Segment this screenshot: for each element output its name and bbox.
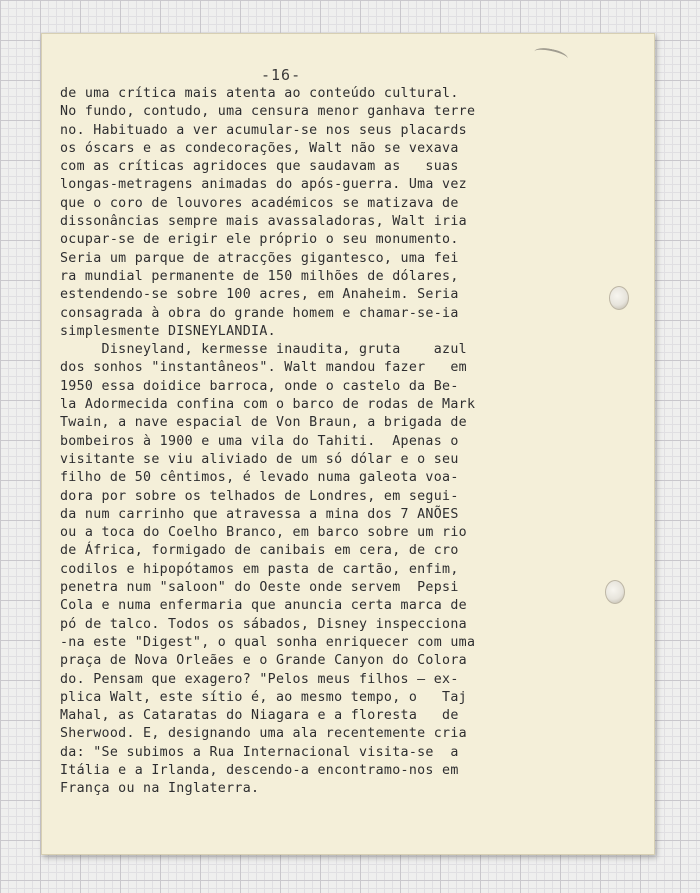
text-line: visitante se viu aliviado de um só dólar e o seu: [60, 451, 459, 467]
text-line: longas-metragens animadas do após-guerra. Uma vez: [60, 177, 467, 193]
text-line: Itália e a Irlanda, descendo-a encontramo-nos em: [60, 762, 459, 778]
text-line: Disneyland, kermesse inaudita, gruta azul: [60, 342, 467, 358]
text-line: de uma crítica mais atenta ao conteúdo cultural.: [60, 86, 459, 101]
text-line: plica Walt, este sítio é, ao mesmo tempo, o Taj: [60, 689, 467, 705]
punch-hole-bottom: [605, 580, 625, 604]
text-line: com as críticas agridoces que saudavam as suas: [60, 159, 459, 175]
ink-smudge-mark: [533, 46, 569, 65]
text-line: ra mundial permanente de 150 milhões de dólares,: [60, 268, 459, 284]
text-line: Seria um parque de atracções gigantesco, uma fei: [60, 250, 459, 266]
text-line: la Adormecida confina com o barco de rodas de Mark: [60, 397, 476, 413]
text-line: ocupar-se de erigir ele próprio o seu monumento.: [60, 232, 459, 248]
text-line: estendendo-se sobre 100 acres, em Anaheim. Seria: [60, 287, 459, 303]
page-number: -16-: [261, 66, 302, 84]
text-line: bombeiros à 1900 e uma vila do Tahiti. Apenas o: [60, 433, 459, 449]
text-line: da: "Se subimos a Rua Internacional visita-se a: [60, 744, 459, 760]
text-line: os óscars e as condecorações, Walt não se vexava: [60, 140, 459, 156]
text-line: dora por sobre os telhados de Londres, em segui-: [60, 488, 459, 504]
text-line: dos sonhos "instantâneos". Walt mandou fazer em: [60, 360, 467, 376]
text-line: da num carrinho que atravessa a mina dos 7 ANÕES: [60, 506, 459, 522]
text-line: Twain, a nave espacial de Von Braun, a brigada de: [60, 415, 467, 431]
text-line: Mahal, as Cataratas do Niagara e a floresta de: [60, 708, 459, 724]
text-line: No fundo, contudo, uma censura menor ganhava terre: [60, 104, 476, 120]
text-line: -na este "Digest", o qual sonha enriquecer com uma: [60, 634, 476, 650]
text-line: no. Habituado a ver acumular-se nos seus placards: [60, 122, 467, 138]
text-line: do. Pensam que exagero? "Pelos meus filhos — ex-: [60, 671, 459, 687]
text-line: dissonâncias sempre mais avassaladoras, Walt iria: [60, 214, 467, 230]
text-line: praça de Nova Orleães e o Grande Canyon do Colora: [60, 653, 467, 669]
text-line: penetra num "saloon" do Oeste onde servem Pepsi: [60, 580, 459, 596]
text-line: ou a toca do Coelho Branco, em barco sobre um rio: [60, 525, 467, 541]
text-line: Cola e numa enfermaria que anuncia certa marca de: [60, 598, 467, 614]
text-line: codilos e hipopótamos em pasta de cartão, enfim,: [60, 561, 459, 577]
text-line: filho de 50 cêntimos, é levado numa galeota voa-: [60, 470, 459, 486]
text-line: pó de talco. Todos os sábados, Disney inspecciona: [60, 616, 467, 632]
text-line: Sherwood. E, designando uma ala recentemente cria: [60, 726, 467, 742]
text-line: 1950 essa doidice barroca, onde o castelo da Be-: [60, 378, 459, 394]
text-line: França ou na Inglaterra.: [60, 781, 260, 797]
text-line: de África, formigado de canibais em cera, de cro: [60, 543, 459, 559]
text-line: que o coro de louvores académicos se matizava de: [60, 195, 459, 211]
text-line: simplesmente DISNEYLANDIA.: [60, 323, 276, 339]
text-line: consagrada à obra do grande homem e chamar-se-ia: [60, 305, 459, 321]
typewritten-text-block: [60, 85, 580, 799]
punch-hole-top: [609, 286, 629, 310]
